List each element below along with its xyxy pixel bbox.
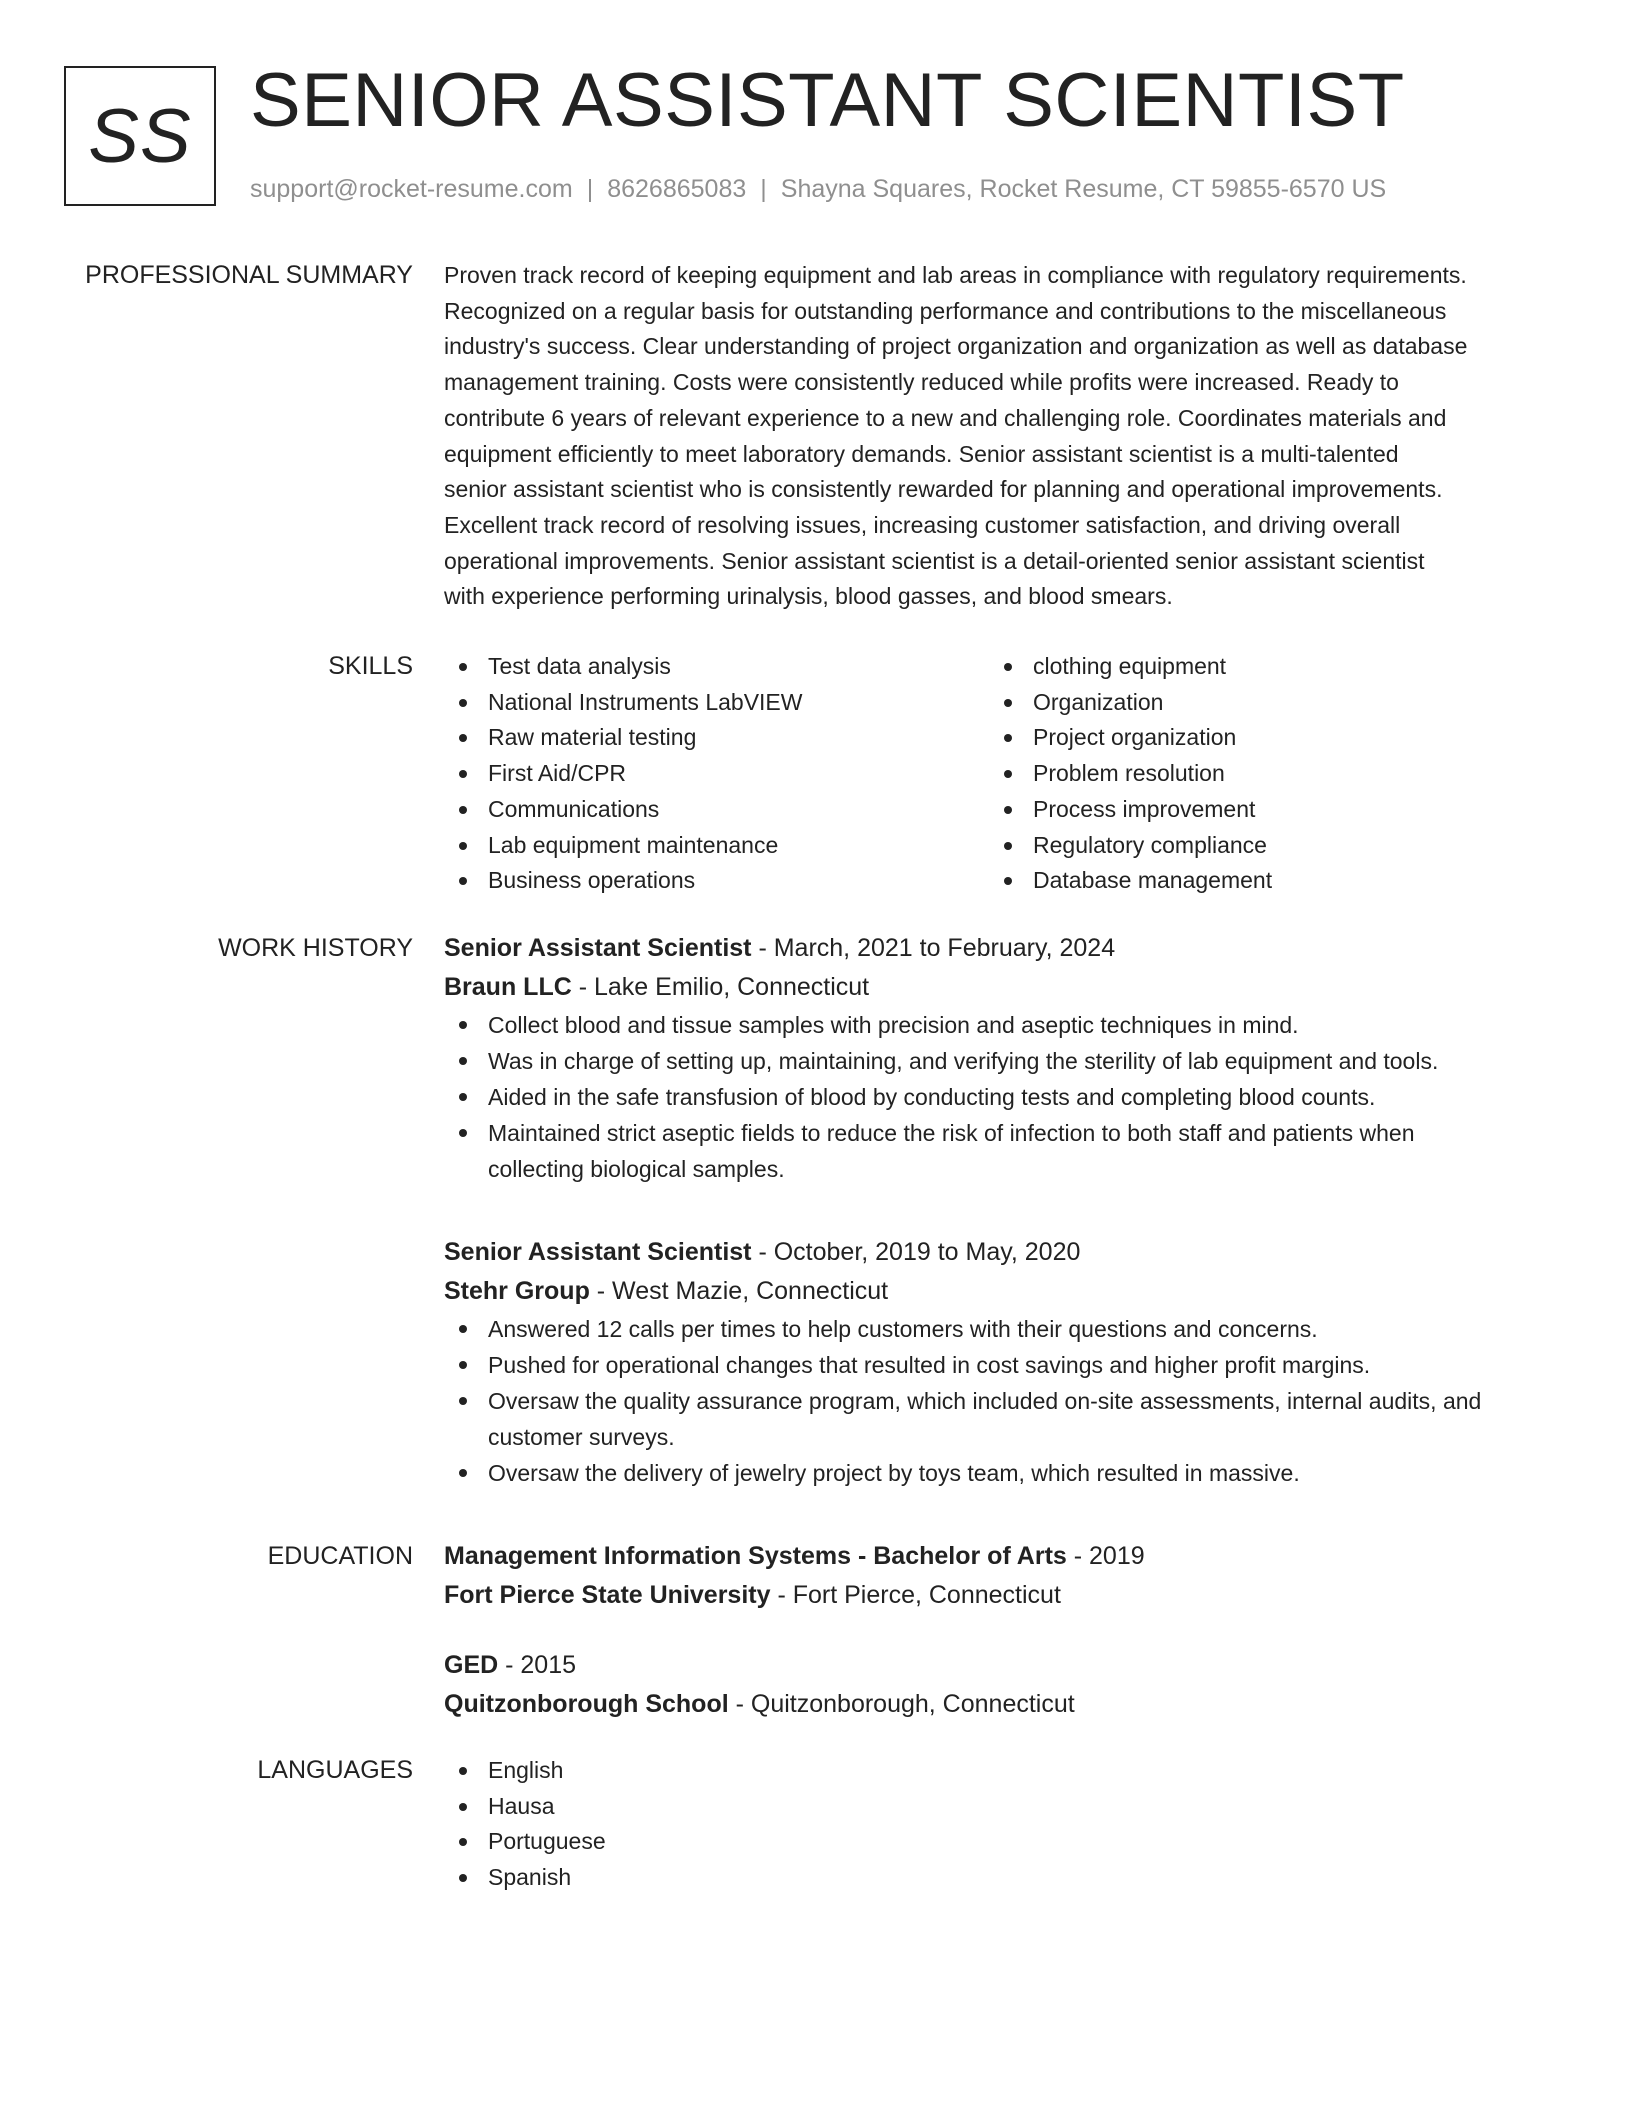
school-name: Quitzonborough School: [444, 1690, 729, 1718]
job-dates: - March, 2021 to February, 2024: [751, 934, 1116, 962]
section-heading: LANGUAGES: [257, 1756, 413, 1784]
list-item: Hausa: [444, 1789, 1554, 1825]
section-heading: WORK HISTORY: [218, 934, 413, 962]
school-line: [444, 1685, 1554, 1724]
address-text: Shayna Squares, Rocket Resume, CT 59855-6570 US: [780, 175, 1387, 203]
degree: GED: [444, 1651, 499, 1679]
summary-line: management training. Costs were consistently reduced while profits were increased. Ready to: [444, 369, 1399, 396]
company-location: - Lake Emilio, Connecticut: [571, 973, 870, 1001]
list-item: [444, 1383, 1554, 1455]
phone-text: 8626865083: [607, 175, 747, 203]
list-item: Database management: [989, 863, 1509, 899]
job-company-line: [444, 1272, 1554, 1311]
job-title-line: [444, 929, 1554, 968]
summary-line: Proven track record of keeping equipment and lab areas in compliance with regulatory requirements.: [444, 262, 1467, 288]
list-item: Oversaw the delivery of jewelry project by toys team, which resulted in massive.: [444, 1455, 1554, 1491]
list-item: Process improvement: [989, 792, 1509, 828]
job-title: Senior Assistant Scientist: [444, 934, 752, 962]
summary-line: contribute 6 years of relevant experience to a new and challenging role. Coordinates materials and: [444, 404, 1447, 431]
job-entry: [444, 1233, 1554, 1491]
company-name: Stehr Group: [444, 1277, 590, 1305]
bullet-line: collecting biological samples.: [488, 1156, 785, 1182]
contact-line: [250, 172, 1386, 206]
list-item: Regulatory compliance: [989, 828, 1509, 864]
graduation-year: - 2015: [498, 1651, 577, 1679]
list-item: [444, 1115, 1554, 1187]
list-item: Aided in the safe transfusion of blood by conducting tests and completing blood counts.: [444, 1079, 1554, 1115]
company-name: Braun LLC: [444, 973, 572, 1001]
education-entry: [444, 1646, 1554, 1724]
school-location: - Quitzonborough, Connecticut: [728, 1690, 1075, 1718]
degree-line: [444, 1646, 1554, 1685]
section-heading: PROFESSIONAL SUMMARY: [85, 261, 413, 289]
monogram-logo: SS: [64, 66, 216, 206]
list-item: Was in charge of setting up, maintaining, and verifying the sterility of lab equipment and tools.: [444, 1043, 1554, 1079]
separator: |: [586, 175, 594, 203]
summary-line: Excellent track record of resolving issues, increasing customer satisfaction, and driving overall: [444, 511, 1401, 538]
school-line: [444, 1576, 1554, 1615]
degree: Management Information Systems - Bachelor of Arts: [444, 1542, 1067, 1570]
summary-line: industry's success. Clear understanding of project organization and organization as well as database: [444, 333, 1468, 360]
list-item: Collect blood and tissue samples with precision and aseptic techniques in mind.: [444, 1007, 1554, 1043]
bullet-line: customer surveys.: [488, 1424, 675, 1450]
bullet-line: Oversaw the quality assurance program, which included on-site assessments, internal audits, and: [488, 1388, 1482, 1414]
list-item: Problem resolution: [989, 756, 1509, 792]
section-heading: EDUCATION: [267, 1542, 413, 1570]
list-item: Business operations: [444, 863, 964, 899]
list-item: Spanish: [444, 1860, 1554, 1896]
job-dates: - October, 2019 to May, 2020: [751, 1238, 1081, 1266]
summary-line: operational improvements. Senior assistant scientist is a detail-oriented senior assistant scientist: [444, 547, 1425, 574]
summary-line: with experience performing urinalysis, blood gasses, and blood smears.: [444, 583, 1173, 610]
summary-line: senior assistant scientist who is consistently rewarded for planning and operational improvements.: [444, 476, 1443, 503]
graduation-year: - 2019: [1066, 1542, 1145, 1570]
list-item: Portuguese: [444, 1824, 1554, 1860]
job-entry: [444, 929, 1554, 1187]
company-location: - West Mazie, Connecticut: [589, 1277, 889, 1305]
list-item: Organization: [989, 685, 1509, 721]
separator: |: [760, 175, 767, 203]
list-item: National Instruments LabVIEW: [444, 685, 964, 721]
summary-text: [444, 258, 1554, 615]
school-name: Fort Pierce State University: [444, 1581, 771, 1609]
education-entry: [444, 1537, 1554, 1615]
list-item: Raw material testing: [444, 720, 964, 756]
list-item: Pushed for operational changes that resulted in cost savings and higher profit margins.: [444, 1347, 1554, 1383]
bullet-line: Maintained strict aseptic fields to reduce the risk of infection to both staff and patients when: [488, 1120, 1415, 1146]
list-item: Answered 12 calls per times to help customers with their questions and concerns.: [444, 1311, 1554, 1347]
job-bullets: [444, 1311, 1554, 1491]
job-company-line: [444, 968, 1554, 1007]
section-heading: SKILLS: [328, 652, 413, 680]
summary-line: Recognized on a regular basis for outstanding performance and contributions to the miscellaneous: [444, 297, 1447, 324]
job-title: Senior Assistant Scientist: [444, 1238, 752, 1266]
job-bullets: [444, 1007, 1554, 1187]
page-title: SENIOR ASSISTANT SCIENTIST: [250, 58, 1405, 143]
degree-line: [444, 1537, 1554, 1576]
list-item: First Aid/CPR: [444, 756, 964, 792]
list-item: English: [444, 1753, 1554, 1789]
list-item: Communications: [444, 792, 964, 828]
skills-column-right: [989, 649, 1509, 899]
list-item: Test data analysis: [444, 649, 964, 685]
email-text: support@rocket-resume.com: [250, 175, 573, 203]
summary-line: equipment efficiently to meet laboratory demands. Senior assistant scientist is a multi-talented: [444, 440, 1399, 467]
skills-column-left: [444, 649, 964, 899]
school-location: - Fort Pierce, Connecticut: [770, 1581, 1061, 1609]
job-title-line: [444, 1233, 1554, 1272]
list-item: Project organization: [989, 720, 1509, 756]
list-item: clothing equipment: [989, 649, 1509, 685]
languages-list: [444, 1753, 1554, 1896]
list-item: Lab equipment maintenance: [444, 828, 964, 864]
